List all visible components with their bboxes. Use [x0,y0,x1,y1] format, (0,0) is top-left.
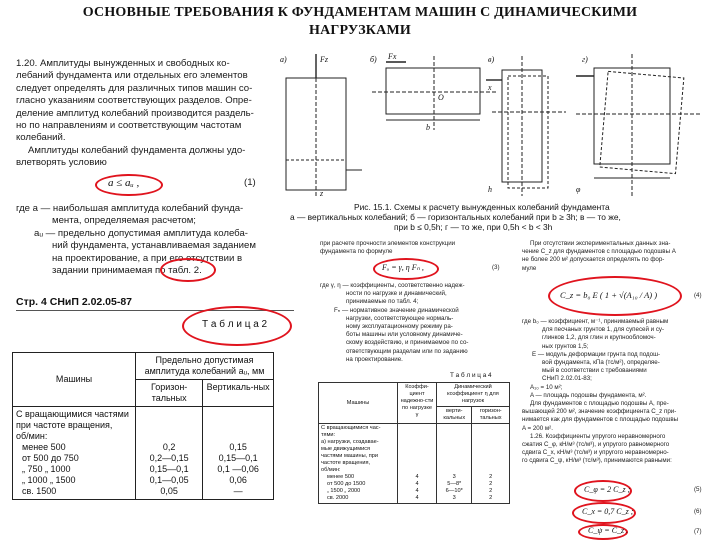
paragraph-1-20 [16,58,284,170]
cell-value: 0,1—0,05 [149,475,189,485]
formula-5-number: (5) [694,486,702,493]
text-line: боты машины или условному динамиче- [346,331,463,339]
row-name: „ 750 „ 1000 [22,464,71,474]
formula-5: C_φ = 2 C_z ; [584,485,631,494]
label-x: x [488,83,492,92]
figure-15-1 [276,50,712,200]
row-label-line: об/мин: [16,431,48,441]
formula-4-definitions [522,318,714,466]
cell-value: 3 [452,495,456,501]
label-fx: Fx [388,52,397,61]
text-line: A₁₀ = 10 м²; [530,383,563,391]
text-line: влетворять условию [16,157,107,169]
row-desc-line: С вращающимися час- [321,425,381,431]
text-line: Для фундаментов с площадью подошвы A, пре- [530,400,669,408]
page-reference: Стр. 4 СНиП 2.02.05-87 [16,296,133,308]
row-desc-line: мые движущимися [321,446,371,452]
text-line: принимаемые по табл. 4; [346,298,419,306]
figure-caption [290,202,710,232]
title-line-2: НАГРУЗКАМИ [309,23,411,38]
text-line: Fₙ — нормативное значение динамической [334,306,459,314]
cell-value: 4 [415,474,419,480]
text-line: ний фундамента, устанавливаемая заданием [52,240,256,252]
panel-b-foundation [386,68,480,114]
cell-value: 0,1 —0,06 [217,464,259,474]
table-4-label: Т а б л и ц а 4 [450,372,492,379]
text-line: где γ, η — коэффициенты, соответственно надеж- [320,282,465,289]
caption-line: Рис. 15.1. Схемы к расчету вынужденных колебаний фундамента [354,202,610,212]
cell-value: 0,05 [160,486,178,496]
table-4-header-machines: Машины [319,383,398,424]
formula-1-number: (1) [244,177,256,188]
text-line: ных грунтов 1,5; [542,342,589,350]
cell-value: 0,2 [162,442,176,452]
text-line: Амплитуды колебаний фундамента должны удо- [28,144,246,156]
row-name: „ 1500 „ 2000 [327,488,361,494]
text-line: глинков 1,2, для глин и крупнообломоч- [542,334,656,342]
text-line: чение C_z для фундаментов с площадью подошвы A [522,248,676,256]
row-desc-line: частоте вращения, [321,460,371,466]
table-2-cell [203,407,274,500]
text-line: но по направлениям и соответствующим частотам [16,120,242,132]
row-name: св. 2000 [327,495,349,501]
label-b: b [426,123,430,132]
cell-value: 0,15—0,1 [149,464,189,474]
table-2-label: Т а б л и ц а 2 [202,319,268,330]
text-line: A = 200 м². [522,424,553,432]
table-4-cell [437,424,472,504]
cell-value: 2 [489,488,493,494]
table-row [319,424,510,504]
table-4-header-horizontal: горизон-тальных [472,407,510,424]
text-line: При отсутствии экспериментальных данных зна- [530,240,671,247]
text-line: следует определять для различных типов машин со- [16,82,253,94]
row-desc-line: об/мин: [321,467,341,473]
text-line: мый в соответствии с требованиями [542,367,647,375]
text-line: A — площадь подошвы фундамента, м². [530,391,647,399]
formula-6-number: (6) [694,508,702,515]
text-line: вой фундамента, кПа (тс/м²), определяе- [542,359,660,367]
cell-value: 4 [415,488,419,494]
table-4-cell [472,424,510,504]
cell-value: 5—8* [447,481,462,487]
panel-label-c: в) [488,55,495,64]
text-line: где a — наибольшая амплитуда колебаний фунда- [16,203,244,214]
cell-value: 4 [415,481,419,487]
row-name: менее 500 [22,442,66,452]
text-line: при расчете прочности элементов конструкции [320,240,456,247]
table-4 [318,382,510,504]
row-name: менее 500 [327,474,355,480]
formula-3-definitions [320,282,510,364]
text-line: нимается как для фундаментов с площадью подошвы [522,416,679,424]
cell-value: 6—10* [445,488,463,494]
panel-label-b: б) [370,55,377,64]
text-line: го сдвига C_ψ, кН/м³ (тс/м³), принимаются равными: [522,457,672,465]
cell-value: 4 [415,495,419,501]
caption-line: а — вертикальных колебаний; б — горизонтальных колебаний при b ≥ 3h; в — то же, [290,212,621,222]
text-line: нагрузки, соответствующее нормаль- [346,314,454,322]
middle-intro [320,240,510,256]
formula-7: C_ψ = C_z . [588,526,629,535]
cell-value: 0,15 [229,442,247,452]
cell-value: 0,15—0,1 [218,453,258,463]
table-ref-highlight [160,258,216,282]
table-4-header-vertical: верти-кальных [437,407,472,424]
label-o: O [438,93,444,102]
text-line: 1.26. Коэффициенты упругого неравномерного [530,432,666,440]
row-desc-line: частями машины, при [321,453,378,459]
row-desc-line: тями: [321,432,336,438]
cell-value: 2 [489,474,493,480]
text-line: СНиП 2.02.01-83; [542,375,592,383]
label-z: z [320,189,324,198]
text-line: 1.20. Амплитуды вынужденных и свободных ко- [16,58,230,69]
row-name: „ 1000 „ 1500 [22,475,76,485]
row-label-line: С вращающимися частями [16,409,129,419]
text-line: aᵤ — предельно допустимая амплитуда колеба- [34,227,248,239]
formula-3-number: (3) [492,264,500,271]
table-4-header-gamma: Коэффи-циент надежно-сти по нагрузке γ [398,383,437,424]
formula-1: a ≤ aᵤ , [108,177,140,189]
text-line: скому воздействию, и принимаемое по со- [346,339,469,347]
text-line: вышающей 200 м², значение коэффициента C_z при- [522,408,677,416]
cell-value: 2 [489,495,493,501]
row-name: св. 1500 [22,486,57,496]
text-line: для песчаных грунтов 1, для супесей и су- [542,326,665,334]
label-h: h [488,185,492,194]
text-line: деление амплитуд колебаний производится раздель- [16,107,254,119]
row-name: от 500 до 1500 [327,481,366,487]
text-line: ответствующим разделам или по заданию [346,347,468,355]
caption-line: при b ≤ 0,5h; г — то же, при 0,5h < b < 3h [394,222,553,232]
label-phi: φ [576,185,581,194]
text-line: не более 200 м² допускается определять по фор- [522,256,665,264]
row-desc-line: а) нагрузки, создавае- [321,439,379,445]
table-4-cell [398,424,437,504]
text-line: колебаний. [16,132,66,144]
cell-value: — [233,486,243,496]
table-2-header-limit: Предельно допустимая амплитуда колебаний aᵤ, мм [136,353,274,380]
text-line: лебаний фундамента или отдельных его элементов [16,70,248,82]
cell-value: 3 [452,474,456,480]
text-line: задании принимаемая по табл. 2. [52,265,202,277]
text-line: фундамента по формуле [320,248,393,256]
formula-6: C_x = 0,7 C_z ; [582,507,634,516]
text-line: сжатия C_φ, кН/м³ (тс/м³), и упругого равномерного [522,441,670,449]
panel-label-a: а) [280,55,287,64]
row-name: от 500 до 750 [22,453,79,463]
cell-value: 2 [489,481,493,487]
formula-4-number: (4) [694,292,702,299]
panel-label-d: г) [582,55,588,64]
text-line: гласно указаниям соответствующих разделов. Опре- [16,95,252,107]
text-line: сдвига C_x, кН/м³ (тс/м³) и упругого неравномерно- [522,449,669,457]
text-line: ному эксплуатационному режиму ра- [346,323,453,331]
formula-3: Fᵤ = γ, η Fₙ , [382,263,424,272]
table-row [13,407,274,500]
label-fz: Fz [320,55,328,64]
table-2-header-horizontal: Горизон-тальных [136,380,203,407]
table-2-cell [13,407,136,500]
text-line: мента, определяемая расчетом; [52,215,196,227]
cell-value: 0,06 [229,475,247,485]
table-2-header-vertical: Вертикаль-ных [203,380,274,407]
formula-1-definitions [16,203,286,277]
title-line-1: ОСНОВНЫЕ ТРЕБОВАНИЯ К ФУНДАМЕНТАМ МАШИН С ДИНАМИЧЕСКИМИ [82,5,638,20]
text-line: на проектирование, а при его отсутствии в [52,252,243,264]
table-4-cell [319,424,398,504]
text-line: где b₀ — коэффициент, м⁻¹, принимаемый равным [522,318,669,325]
table-2 [12,352,274,500]
formula-7-number: (7) [694,528,702,535]
page-title [0,4,720,40]
table-4-header-dynamic: Динамический коэффициент η для нагрузок [437,383,510,407]
formula-4: C_z = b₀ E ( 1 + √(A₁₀ / A) ) [560,290,658,300]
text-line: E — модуль деформации грунта под подош- [532,350,661,358]
cell-value: 0,2—0,15 [149,453,189,463]
text-line: ности по нагрузке и динамический, [346,290,447,298]
text-line: на проектирование. [346,355,403,363]
row-label-line: при частоте вращения, [16,420,113,430]
right-intro [522,240,712,273]
table-2-cell [136,407,203,500]
text-line: муле [522,264,537,272]
table-2-header-machines: Машины [13,353,136,407]
